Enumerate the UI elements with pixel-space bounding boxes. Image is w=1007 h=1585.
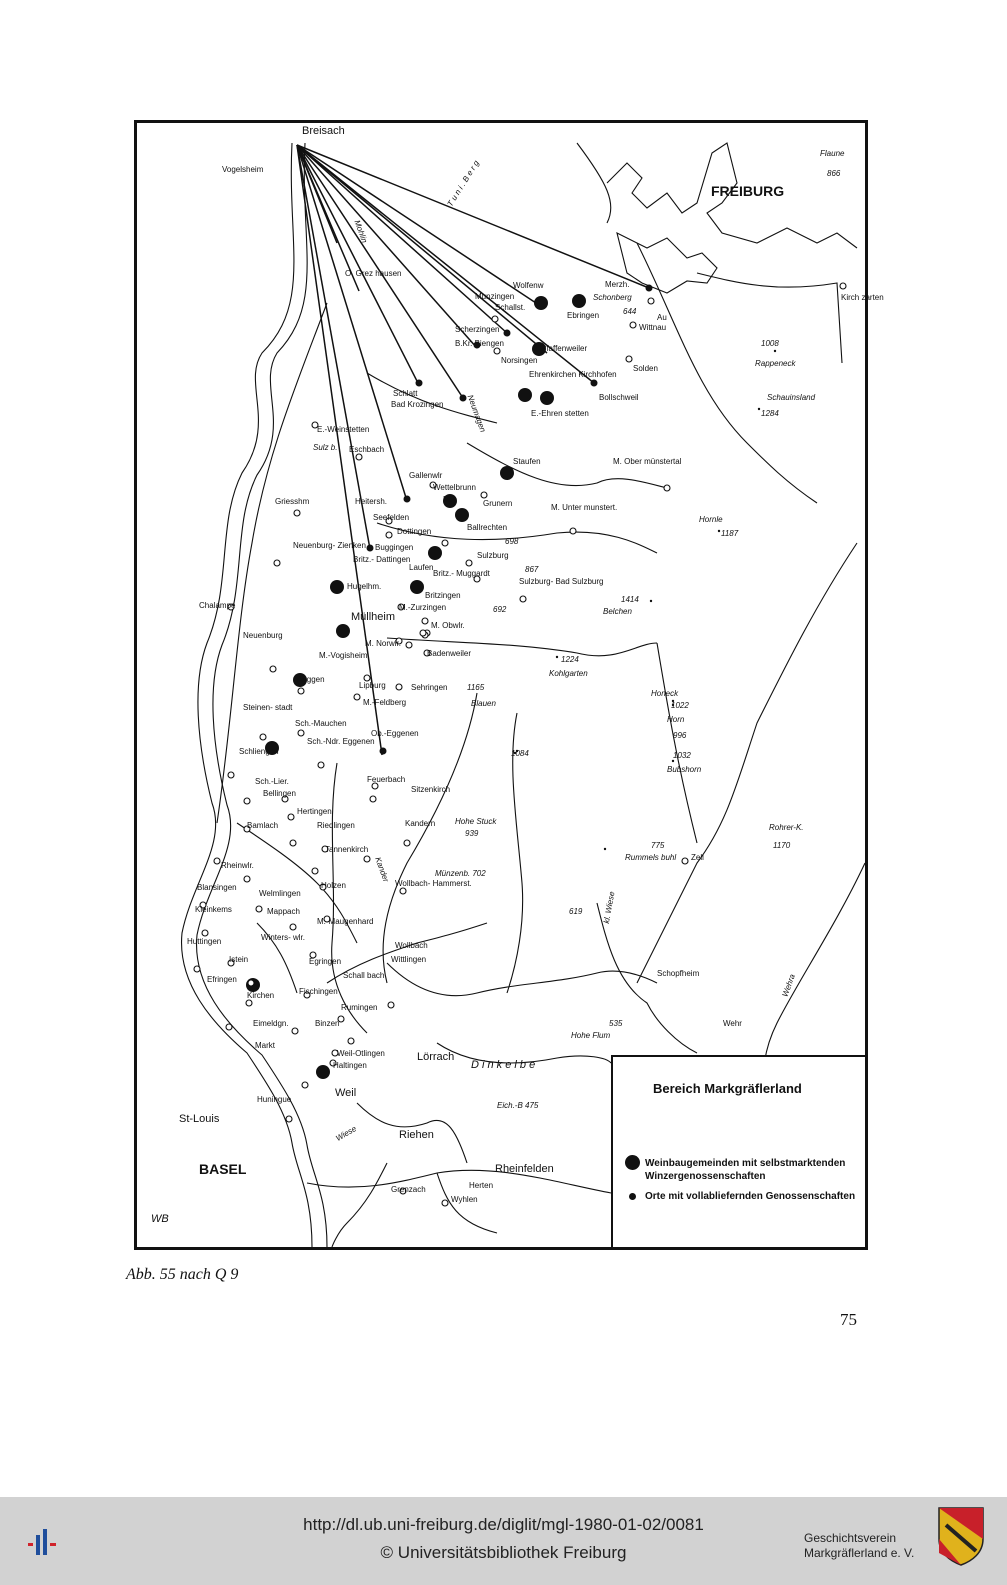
place-label-grenzach: Grenzach — [391, 1185, 426, 1194]
place-label-eichb: Eich.-B 475 — [497, 1101, 539, 1110]
org-name-line1: Geschichtsverein — [804, 1531, 897, 1545]
place-label-mfeldberg: M.-Feldberg — [363, 698, 407, 707]
place-label-h619: 619 — [569, 907, 583, 916]
place-label-rheinwlr: Rheinwlr. — [221, 861, 254, 870]
place-label-riedlingen: Riedlingen — [317, 821, 355, 830]
place-label-h996: 996 — [673, 731, 687, 740]
place-label-dottingen: Dottingen — [397, 527, 432, 536]
place-label-dinkelberg: D i n k e l b e — [471, 1059, 536, 1071]
place-label-h1084: 1084 — [511, 749, 529, 758]
place-label-wyhlen: Wyhlen — [451, 1195, 478, 1204]
place-label-schopfheim: Schopfheim — [657, 969, 700, 978]
place-label-sulzburg: Sulzburg — [477, 551, 509, 560]
place-label-schauinsland: Schauinsland — [767, 393, 816, 402]
place-label-obeggenen: Ob.-Eggenen — [371, 729, 419, 738]
place-label-kleinkems: Kleinkems — [195, 905, 232, 914]
place-label-rohrerk: Rohrer-K. — [769, 823, 804, 832]
place-label-scherzingen: Scherzingen — [455, 325, 500, 334]
place-label-eweinstetten: E.-Weinstetten — [317, 425, 370, 434]
place-label-basel: BASEL — [199, 1161, 247, 1177]
place-label-h692: 692 — [493, 605, 507, 614]
place-label-hugelhm: Hugelhm. — [347, 582, 382, 591]
place-label-wolfenw: Wolfenw — [513, 281, 544, 290]
place-label-huttingen: Huttingen — [187, 937, 222, 946]
place-label-pfaffenweiler: Pfaffenweiler — [541, 344, 588, 353]
place-label-bamlach: Bamlach — [247, 821, 279, 830]
place-label-kohlgarten: Kohlgarten — [549, 669, 588, 678]
place-label-blauen: Blauen — [471, 699, 496, 708]
place-label-weilotl: Weil-Otlingen — [337, 1049, 385, 1058]
place-label-eehrenstetten: E.-Ehren stetten — [531, 409, 589, 418]
legend-item-small: Orte mit vollabliefernden Genossenschaften — [645, 1191, 856, 1202]
place-label-kandern: Kandern — [405, 819, 436, 828]
place-label-h644: 644 — [623, 307, 637, 316]
place-label-rummelsbuhl: Rummels buhl — [625, 853, 677, 862]
place-label-auggen: Auggen — [297, 675, 325, 684]
place-label-hohestuck: Hohe Stuck — [455, 817, 497, 826]
place-label-britzdatt: Britz.- Dattingen — [353, 555, 411, 564]
place-label-h698: 698 — [505, 537, 519, 546]
place-label-sulzburgbad: Sulzburg- Bad Sulzburg — [519, 577, 604, 586]
figure-caption: Abb. 55 nach Q 9 — [126, 1266, 239, 1283]
place-label-britzingen: Britzingen — [425, 591, 461, 600]
place-label-hornle: Hornle — [699, 515, 723, 524]
place-label-schlatt: Schlatt — [393, 389, 418, 398]
place-label-mmitte: M. — [443, 495, 452, 504]
place-label-herten: Herten — [469, 1181, 494, 1190]
place-label-sitzenkirch: Sitzenkirch — [411, 785, 451, 794]
footer-bar — [0, 1497, 1007, 1585]
place-label-tannenkirch: Tannenkirch — [325, 845, 369, 854]
place-label-breisach: Breisach — [302, 125, 345, 137]
place-label-bkrbiengen: B.Kr. Biengen — [455, 339, 504, 348]
place-label-schndr: Sch.-Ndr. Eggenen — [307, 737, 375, 746]
place-label-mzurzingen: M.-Zurzingen — [399, 603, 447, 612]
place-label-wb: WB — [151, 1213, 169, 1225]
place-label-weil: Weil — [335, 1087, 357, 1099]
legend-small-dot-icon — [629, 1193, 636, 1200]
place-label-schallbach: Schall bach — [343, 971, 385, 980]
place-label-haltingen: Haltingen — [333, 1061, 367, 1070]
place-label-vogelsheim: Vogelsheim — [222, 165, 264, 174]
place-label-mappach: Mappach — [267, 907, 300, 916]
place-label-flaune: Flaune — [820, 149, 845, 158]
place-label-feuerbach: Feuerbach — [367, 775, 406, 784]
place-label-ebringen: Ebringen — [567, 311, 600, 320]
legend-item-large: Weinbaugemeinden mit selbstmarktenden Winzergenossenschaften — [645, 1158, 846, 1182]
place-label-h1284: 1284 — [761, 409, 779, 418]
place-label-h867: 867 — [525, 565, 539, 574]
place-label-mvogisheim: M.-Vogisheim — [319, 651, 368, 660]
place-label-fischingen: Fischingen — [299, 987, 338, 996]
place-label-hertingen: Hertingen — [297, 807, 332, 816]
place-label-lorrach: Lörrach — [417, 1051, 455, 1063]
place-label-h1187: 1187 — [721, 529, 739, 538]
place-label-wiese2: Wiese — [334, 1124, 358, 1143]
coat-of-arms-icon — [936, 1505, 986, 1567]
place-label-wiese1: kl. Wiese — [601, 890, 617, 925]
place-label-kander: Kander — [373, 855, 391, 884]
place-label-britzmugg: Britz.- Muggardt — [433, 569, 490, 578]
place-label-neumagen: Neumagen — [465, 393, 488, 434]
place-label-sehringen: Sehringen — [411, 683, 448, 692]
place-label-mullheim: Müllheim — [351, 611, 396, 623]
place-label-holzen: Holzen — [321, 881, 346, 890]
place-label-au: Au — [657, 313, 667, 322]
place-label-h1032: 1032 — [673, 751, 691, 760]
place-label-steinenstadt: Steinen- stadt — [243, 703, 293, 712]
place-label-gallenwlr: Gallenwlr — [409, 471, 443, 480]
place-label-markt: Markt — [255, 1041, 275, 1050]
place-label-wollbach: Wollbach — [395, 941, 428, 950]
place-label-riehen: Riehen — [399, 1129, 434, 1141]
place-label-kirchen: Kirchen — [247, 991, 275, 1000]
place-label-schliengen: Schliengen — [239, 747, 279, 756]
place-label-istein: Istein — [229, 955, 249, 964]
place-label-h1022: 1022 — [671, 701, 689, 710]
place-label-griesshm: Griesshm — [275, 497, 310, 506]
place-label-kirchzarten: Kirch zarten — [841, 293, 884, 302]
place-label-wollbachh: Wollbach- Hammerst. — [395, 879, 472, 888]
place-label-h1165: 1165 — [467, 683, 485, 692]
place-label-wittlingen: Wittlingen — [391, 955, 427, 964]
place-label-rheinfelden: Rheinfelden — [495, 1163, 554, 1175]
place-label-badkrozingen: Bad Krozingen — [391, 400, 444, 409]
place-label-wettelbrunn: Wettelbrunn — [433, 483, 476, 492]
place-label-munzingen: Munzingen — [475, 292, 515, 301]
place-label-h1008: 1008 — [761, 339, 779, 348]
place-label-moberm: M. Ober münstertal — [613, 457, 682, 466]
place-label-wehr: Wehr — [723, 1019, 742, 1028]
place-label-h939: 939 — [465, 829, 479, 838]
map-frame — [134, 120, 884, 1250]
place-label-horn: Horn — [667, 715, 685, 724]
place-label-grunern: Grunern — [483, 499, 513, 508]
place-label-buggingen: Buggingen — [375, 543, 414, 552]
page-number: 75 — [840, 1310, 857, 1329]
place-label-h775: 775 — [651, 841, 665, 850]
place-label-neuenburg: Neuenburg — [243, 631, 283, 640]
place-label-neuenburgz: Neuenburg- Zienken — [293, 541, 366, 550]
place-label-bollschweil: Bollschweil — [599, 393, 639, 402]
place-label-zell: Zell — [691, 853, 704, 862]
place-label-binzen: Binzen — [315, 1019, 340, 1028]
place-label-wehra: Wehra — [780, 972, 797, 999]
place-label-h1224: 1224 — [561, 655, 579, 664]
place-label-h1414: 1414 — [621, 595, 639, 604]
legend-large-dot-icon — [625, 1155, 640, 1170]
place-label-tuniberg: T u n i . B e r g — [445, 158, 481, 209]
place-label-staufen: Staufen — [513, 457, 541, 466]
place-label-schallst: Schallst. — [495, 303, 526, 312]
place-label-seefelden: Seefelden — [373, 513, 410, 522]
place-label-bubshorn: Bubshorn — [667, 765, 702, 774]
place-label-egringen: Egringen — [309, 957, 342, 966]
place-label-welmlingen: Welmlingen — [259, 889, 301, 898]
place-label-lipburg: Lipburg — [359, 681, 386, 690]
place-label-schlier: Sch.-Lier. — [255, 777, 289, 786]
place-label-eimeldingen: Eimeldgn. — [253, 1019, 289, 1028]
place-label-hoheflum: Hohe Flum — [571, 1031, 611, 1040]
place-label-ballrechten: Ballrechten — [467, 523, 508, 532]
place-label-blansingen: Blansingen — [197, 883, 237, 892]
place-label-solden: Solden — [633, 364, 658, 373]
place-label-rappeneck: Rappeneck — [755, 359, 796, 368]
place-label-mnorwlr: M. Norwlr. — [365, 639, 401, 648]
place-label-badenweiler: Badenweiler — [427, 649, 472, 658]
place-label-honeck: Honeck — [651, 689, 679, 698]
place-label-eschbach: Eschbach — [349, 445, 385, 454]
place-label-wittnau: Wittnau — [639, 323, 667, 332]
place-label-belchen: Belchen — [603, 607, 632, 616]
place-label-bellingen: Bellingen — [263, 789, 296, 798]
org-name-line2: Markgräflerland e. V. — [804, 1546, 915, 1560]
place-label-munter: M. Unter munstert. — [551, 503, 618, 512]
place-label-schmauchen: Sch.-Mauchen — [295, 719, 347, 728]
map-legend — [611, 1055, 865, 1247]
place-label-munzenb: Münzenb. 702 — [435, 869, 486, 878]
place-label-flaune_h: 866 — [827, 169, 841, 178]
place-label-h535: 535 — [609, 1019, 623, 1028]
place-label-sulzb: Sulz b. — [313, 443, 338, 452]
place-label-heitersh: Heitersh. — [355, 497, 388, 506]
place-label-chalampe: Chalampe — [199, 601, 236, 610]
place-label-rumingen: Rumingen — [341, 1003, 378, 1012]
place-label-schonberg: Schonberg — [593, 293, 632, 302]
place-label-ehrenkirchen: Ehrenkirchen Kirchhofen — [529, 370, 617, 379]
place-label-h1170: 1170 — [773, 841, 791, 850]
place-label-efringen: Efringen — [207, 975, 237, 984]
place-label-norsingen: Norsingen — [501, 356, 538, 365]
footer-organization — [804, 1531, 914, 1561]
place-label-mohlin: Mohlin — [352, 218, 370, 245]
place-label-mobwlr: M. Obwlr. — [431, 621, 465, 630]
place-label-laufen: Laufen — [409, 563, 434, 572]
place-label-ogrezhausen: O. Grez hausen — [345, 269, 402, 278]
place-label-freiburg: FREIBURG — [711, 183, 785, 199]
place-label-huningue: Huningue — [257, 1095, 292, 1104]
place-label-mmaugenhard: M.-Maugenhard — [317, 917, 374, 926]
footer-url-link[interactable]: http://dl.ub.uni-freiburg.de/diglit/mgl-1980-01-02/0081 — [303, 1515, 704, 1534]
footer-copyright: © Universitätsbibliothek Freiburg — [380, 1543, 627, 1562]
legend-title: Bereich Markgräflerland — [653, 1081, 802, 1096]
place-label-stlouis: St-Louis — [179, 1113, 220, 1125]
place-label-winterswlr: Winters- wlr. — [261, 933, 305, 942]
place-label-merzh: Merzh. — [605, 280, 630, 289]
